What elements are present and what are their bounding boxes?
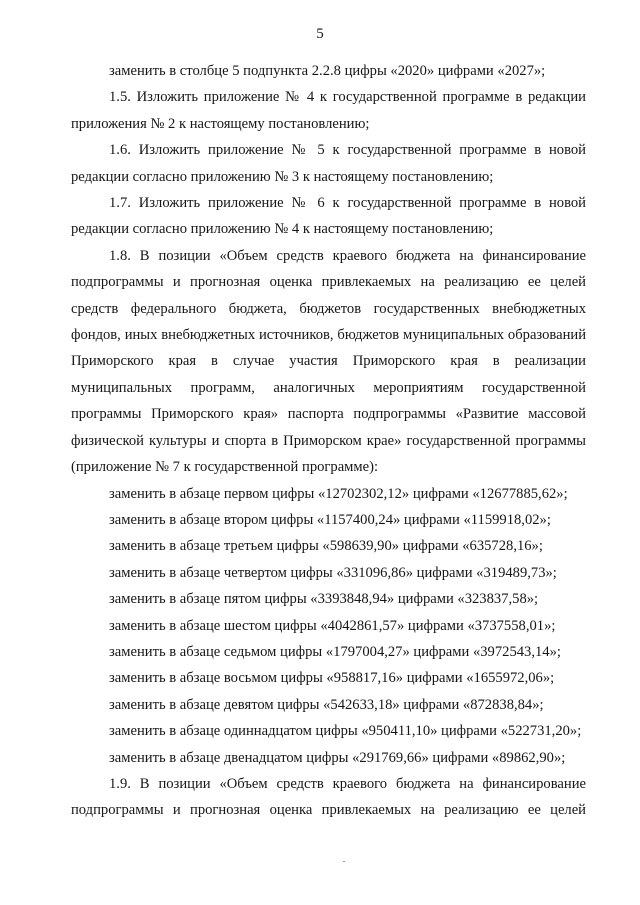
paragraph-replace-fifth: заменить в абзаце пятом цифры «3393848,94» цифрами «323837,58»; [109, 591, 539, 608]
scan-speck [343, 861, 345, 862]
paragraph-replace-column: заменить в столбце 5 подпункта 2.2.8 цифры «2020» цифрами «2027»; [109, 63, 546, 79]
document-body [71, 58, 586, 824]
paragraph-replace-third: заменить в абзаце третьем цифры «598639,90» цифрами «635728,16»; [109, 538, 543, 555]
paragraph-replace-fourth: заменить в абзаце четвертом цифры «331096,86» цифрами «319489,73»; [109, 564, 557, 581]
paragraph-replace-eighth: заменить в абзаце восьмом цифры «958817,16» цифрами «1655972,06»; [109, 670, 555, 687]
paragraph-replace-ninth: заменить в абзаце девятом цифры «542633,18» цифрами «872838,84»; [109, 696, 544, 713]
paragraph-1-7: 1.7. Изложить приложение № 6 к государственной программе в новой редакции согласно приложению № 4 к настоящему постановлению; [71, 195, 586, 238]
paragraph-replace-seventh: заменить в абзаце седьмом цифры «1797004,27» цифрами «3972543,14»; [109, 643, 561, 660]
paragraph-replace-twelfth: заменить в абзаце двенадцатом цифры «291769,66» цифрами «89862,90»; [109, 749, 566, 766]
paragraph-replace-eleventh: заменить в абзаце одиннадцатом цифры «950411,10» цифрами «522731,20»; [109, 723, 582, 740]
paragraph-1-8: 1.8. В позиции «Объем средств краевого бюджета на финансирование подпрограммы и прогнозная оценка привлекаемых на реализацию ее целей средств федерального бюджета, бюджетов государственных внебюджетных фондов, иных внебюджетных источников, бюджетов муниципальных образований Приморского края в случае участия Приморского края в реализации муниципальных программ, аналогичных мероприятиям государственной программы Приморского края» паспорта подпрограммы «Развитие массовой физической культуры и спорта в Приморском крае» государственной программы (приложение № 7 к государственной программе): [71, 247, 586, 476]
paragraph-1-5: 1.5. Изложить приложение № 4 к государственной программе в редакции приложения № 2 к настоящему постановлению; [71, 89, 586, 132]
paragraph-replace-first: заменить в абзаце первом цифры «12702302,12» цифрами «12677885,62»; [109, 485, 568, 502]
paragraph-1-6: 1.6. Изложить приложение № 5 к государственной программе в новой редакции согласно приложению № 3 к настоящему постановлению; [71, 142, 586, 185]
page-number: 5 [316, 26, 324, 42]
paragraph-replace-sixth: заменить в абзаце шестом цифры «4042861,57» цифрами «3737558,01»; [109, 617, 556, 634]
paragraph-1-9: 1.9. В позиции «Объем средств краевого бюджета на финансирование подпрограммы и прогнозная оценка привлекаемых на реализацию ее целей [71, 775, 586, 819]
paragraph-replace-second: заменить в абзаце втором цифры «1157400,24» цифрами «1159918,02»; [109, 511, 551, 528]
